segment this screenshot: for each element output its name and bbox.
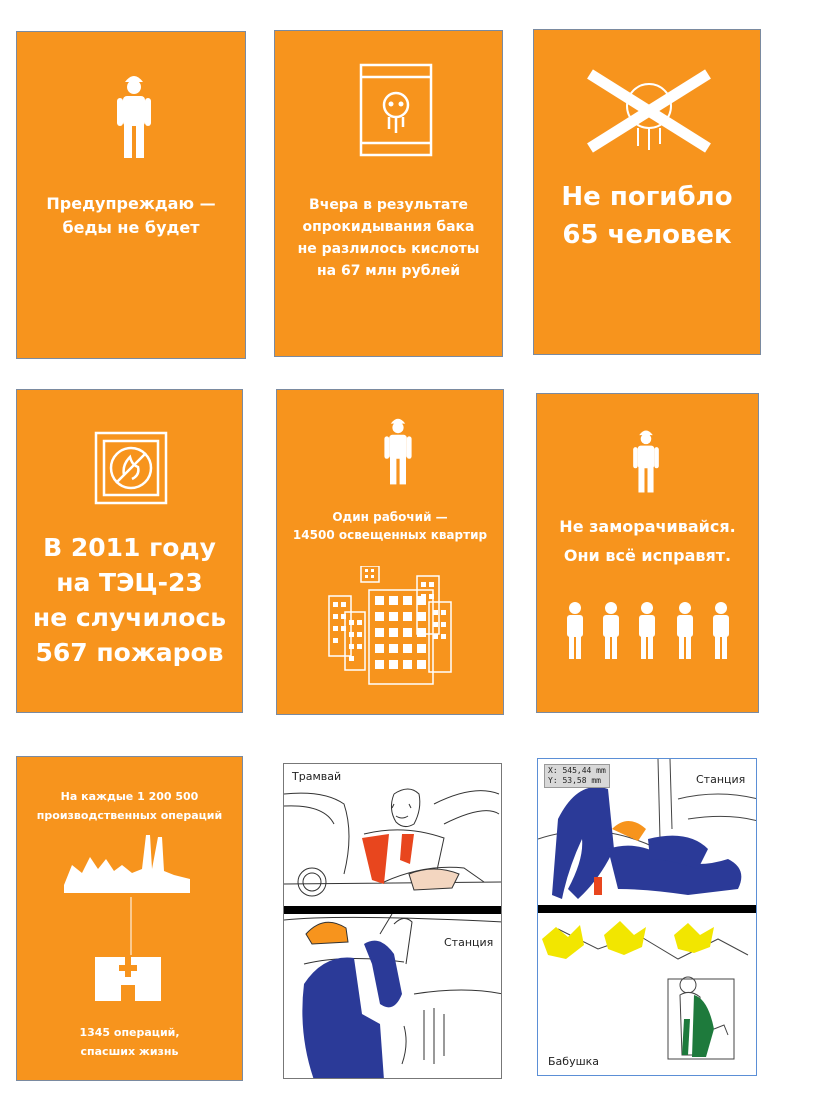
acid-tank-skull-icon bbox=[359, 63, 433, 157]
sketch-drawing-2 bbox=[538, 759, 757, 1076]
card-7-text-bottom: 1345 операций, спасших жизнь bbox=[79, 1026, 180, 1058]
poster-card-6 bbox=[536, 393, 759, 713]
no-fire-sign-icon bbox=[94, 431, 168, 505]
factory-icon bbox=[62, 835, 192, 897]
apartment-buildings-icon bbox=[325, 566, 455, 691]
poster-card-4 bbox=[16, 389, 243, 713]
worker-icon bbox=[632, 426, 660, 494]
comic-2-label-top: Станция bbox=[696, 773, 746, 786]
comic-1-label-bottom: Станция bbox=[444, 936, 494, 949]
poster-card-3 bbox=[533, 29, 761, 355]
coordinate-readout: X: 545,44 mm Y: 53,58 mm bbox=[544, 764, 610, 788]
connector-line bbox=[129, 897, 133, 955]
crossed-skull-icon bbox=[586, 68, 712, 154]
card-6-text: Не заморачивайся. Они всё исправят. bbox=[559, 517, 736, 565]
first-aid-icon bbox=[95, 957, 161, 1001]
worker-group-icon bbox=[564, 601, 734, 661]
worker-icon bbox=[384, 414, 412, 486]
worker-icon bbox=[117, 70, 151, 160]
comic-1-label-top: Трамвай bbox=[292, 770, 342, 783]
poster-card-7 bbox=[16, 756, 243, 1081]
storyboard-sketch-2 bbox=[537, 758, 757, 1076]
card-7-text-top: На каждые 1 200 500 производственных операций bbox=[36, 790, 223, 822]
poster-card-5 bbox=[276, 389, 504, 715]
storyboard-sketch-1 bbox=[283, 763, 502, 1079]
poster-card-2 bbox=[274, 30, 503, 357]
comic-2-label-bottom: Бабушка bbox=[548, 1055, 600, 1068]
card-1-text: Предупреждаю — беды не будет bbox=[46, 194, 216, 237]
card-3-text: Не погибло 65 человек bbox=[561, 182, 733, 250]
card-2-text: Вчера в результате опрокидывания бака не разлилось кислоты на 67 млн рублей bbox=[297, 197, 480, 279]
card-4-text: В 2011 году на ТЭЦ-23 не случилось 567 пожаров bbox=[32, 533, 227, 667]
sketch-drawing-1 bbox=[284, 764, 502, 1079]
poster-card-1 bbox=[16, 31, 246, 359]
card-5-text: Один рабочий — 14500 освещенных квартир bbox=[292, 510, 488, 542]
